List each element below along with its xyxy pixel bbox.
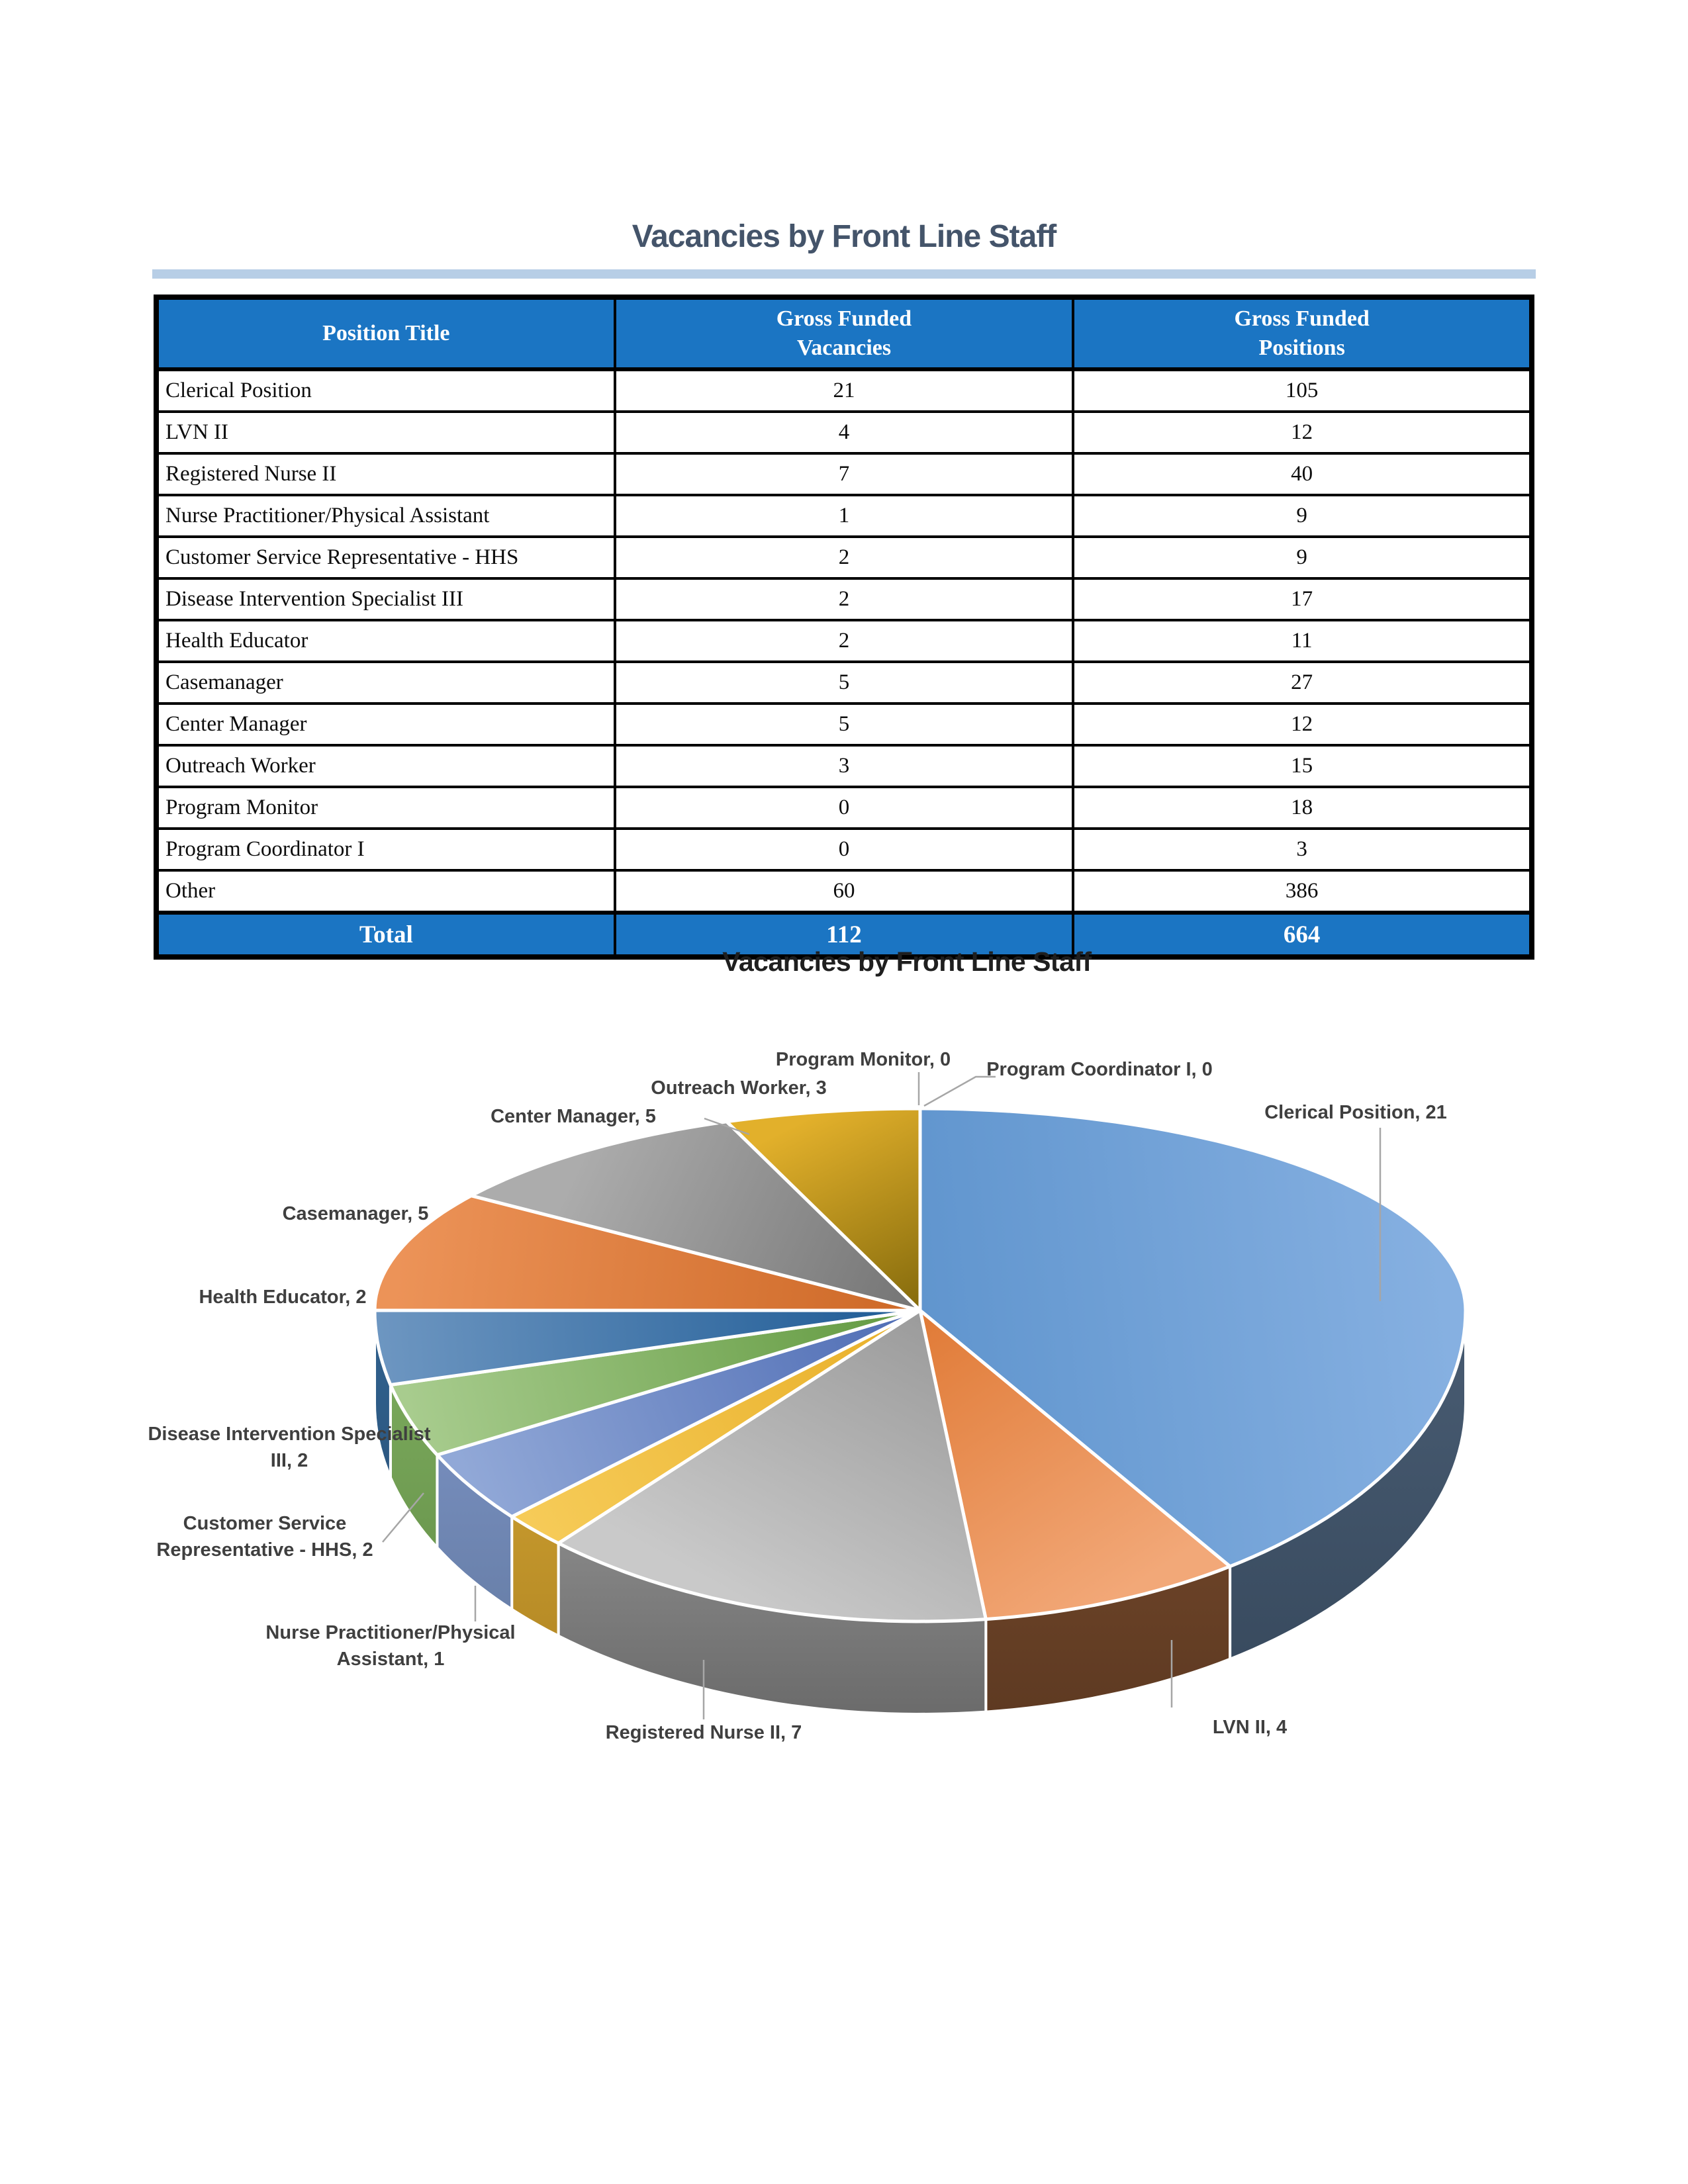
cell-position-title: Health Educator <box>156 620 615 662</box>
cell-position-title: Registered Nurse II <box>156 453 615 495</box>
cell-gross-funded-vacancies: 0 <box>615 787 1074 829</box>
cell-gross-funded-vacancies: 5 <box>615 704 1074 745</box>
column-header-gross-funded-vacancies: Gross Funded Vacancies <box>615 297 1074 369</box>
cell-gross-funded-positions: 17 <box>1073 578 1532 620</box>
cell-gross-funded-positions: 11 <box>1073 620 1532 662</box>
cell-gross-funded-vacancies: 21 <box>615 369 1074 412</box>
pie-label-health-educator: Health Educator, 2 <box>199 1287 367 1308</box>
pie-label-registered-nurse-ii: Registered Nurse II, 7 <box>605 1722 802 1743</box>
cell-gross-funded-vacancies: 1 <box>615 495 1074 537</box>
page-title: Vacancies by Front Line Staff <box>632 219 1056 254</box>
pie-label-outreach-worker: Outreach Worker, 3 <box>651 1077 827 1099</box>
cell-gross-funded-positions: 18 <box>1073 787 1532 829</box>
pie-label-disease-intervention-specialist-iii: Disease Intervention Specialist III, 2 <box>148 1424 431 1471</box>
cell-position-title: Program Monitor <box>156 787 615 829</box>
cell-gross-funded-positions: 15 <box>1073 745 1532 787</box>
cell-position-title: LVN II <box>156 412 615 453</box>
pie-label-clerical-position: Clerical Position, 21 <box>1264 1102 1447 1123</box>
pie-label-customer-service-representative-hhs: Customer Service Representative - HHS, 2 <box>156 1513 373 1561</box>
pie-label-nurse-practitioner-physical-assistant: Nurse Practitioner/Physical Assistant, 1 <box>265 1622 516 1670</box>
cell-position-title: Center Manager <box>156 704 615 745</box>
cell-gross-funded-positions: 27 <box>1073 662 1532 704</box>
cell-gross-funded-positions: 12 <box>1073 412 1532 453</box>
cell-gross-funded-vacancies: 2 <box>615 620 1074 662</box>
cell-gross-funded-positions: 40 <box>1073 453 1532 495</box>
total-vacancies: 112 <box>615 913 1074 957</box>
total-label: Total <box>156 913 615 957</box>
cell-gross-funded-positions: 386 <box>1073 870 1532 913</box>
cell-position-title: Customer Service Representative - HHS <box>156 537 615 578</box>
pie-label-lvn-ii: LVN II, 4 <box>1212 1717 1288 1738</box>
total-positions: 664 <box>1073 913 1532 957</box>
cell-gross-funded-positions: 12 <box>1073 704 1532 745</box>
cell-gross-funded-positions: 9 <box>1073 537 1532 578</box>
cell-gross-funded-vacancies: 7 <box>615 453 1074 495</box>
cell-gross-funded-vacancies: 4 <box>615 412 1074 453</box>
cell-position-title: Clerical Position <box>156 369 615 412</box>
pie-label-center-manager: Center Manager, 5 <box>491 1106 656 1127</box>
pie-label-casemanager: Casemanager, 5 <box>282 1203 429 1224</box>
cell-gross-funded-vacancies: 3 <box>615 745 1074 787</box>
cell-position-title: Casemanager <box>156 662 615 704</box>
cell-gross-funded-positions: 9 <box>1073 495 1532 537</box>
chart-title: Vacancies by Front Line Staff <box>722 946 1092 977</box>
cell-position-title: Outreach Worker <box>156 745 615 787</box>
cell-gross-funded-vacancies: 0 <box>615 829 1074 870</box>
cell-gross-funded-vacancies: 60 <box>615 870 1074 913</box>
pie-label-program-monitor: Program Monitor, 0 <box>775 1049 951 1070</box>
cell-position-title: Disease Intervention Specialist III <box>156 578 615 620</box>
cell-position-title: Program Coordinator I <box>156 829 615 870</box>
cell-gross-funded-positions: 3 <box>1073 829 1532 870</box>
cell-position-title: Nurse Practitioner/Physical Assistant <box>156 495 615 537</box>
pie-label-program-coordinator-i: Program Coordinator I, 0 <box>986 1059 1213 1080</box>
cell-gross-funded-vacancies: 2 <box>615 578 1074 620</box>
cell-gross-funded-positions: 105 <box>1073 369 1532 412</box>
cell-gross-funded-vacancies: 5 <box>615 662 1074 704</box>
cell-position-title: Other <box>156 870 615 913</box>
column-header-gross-funded-positions: Gross Funded Positions <box>1073 297 1532 369</box>
cell-gross-funded-vacancies: 2 <box>615 537 1074 578</box>
column-header-position-title: Position Title <box>156 297 615 369</box>
